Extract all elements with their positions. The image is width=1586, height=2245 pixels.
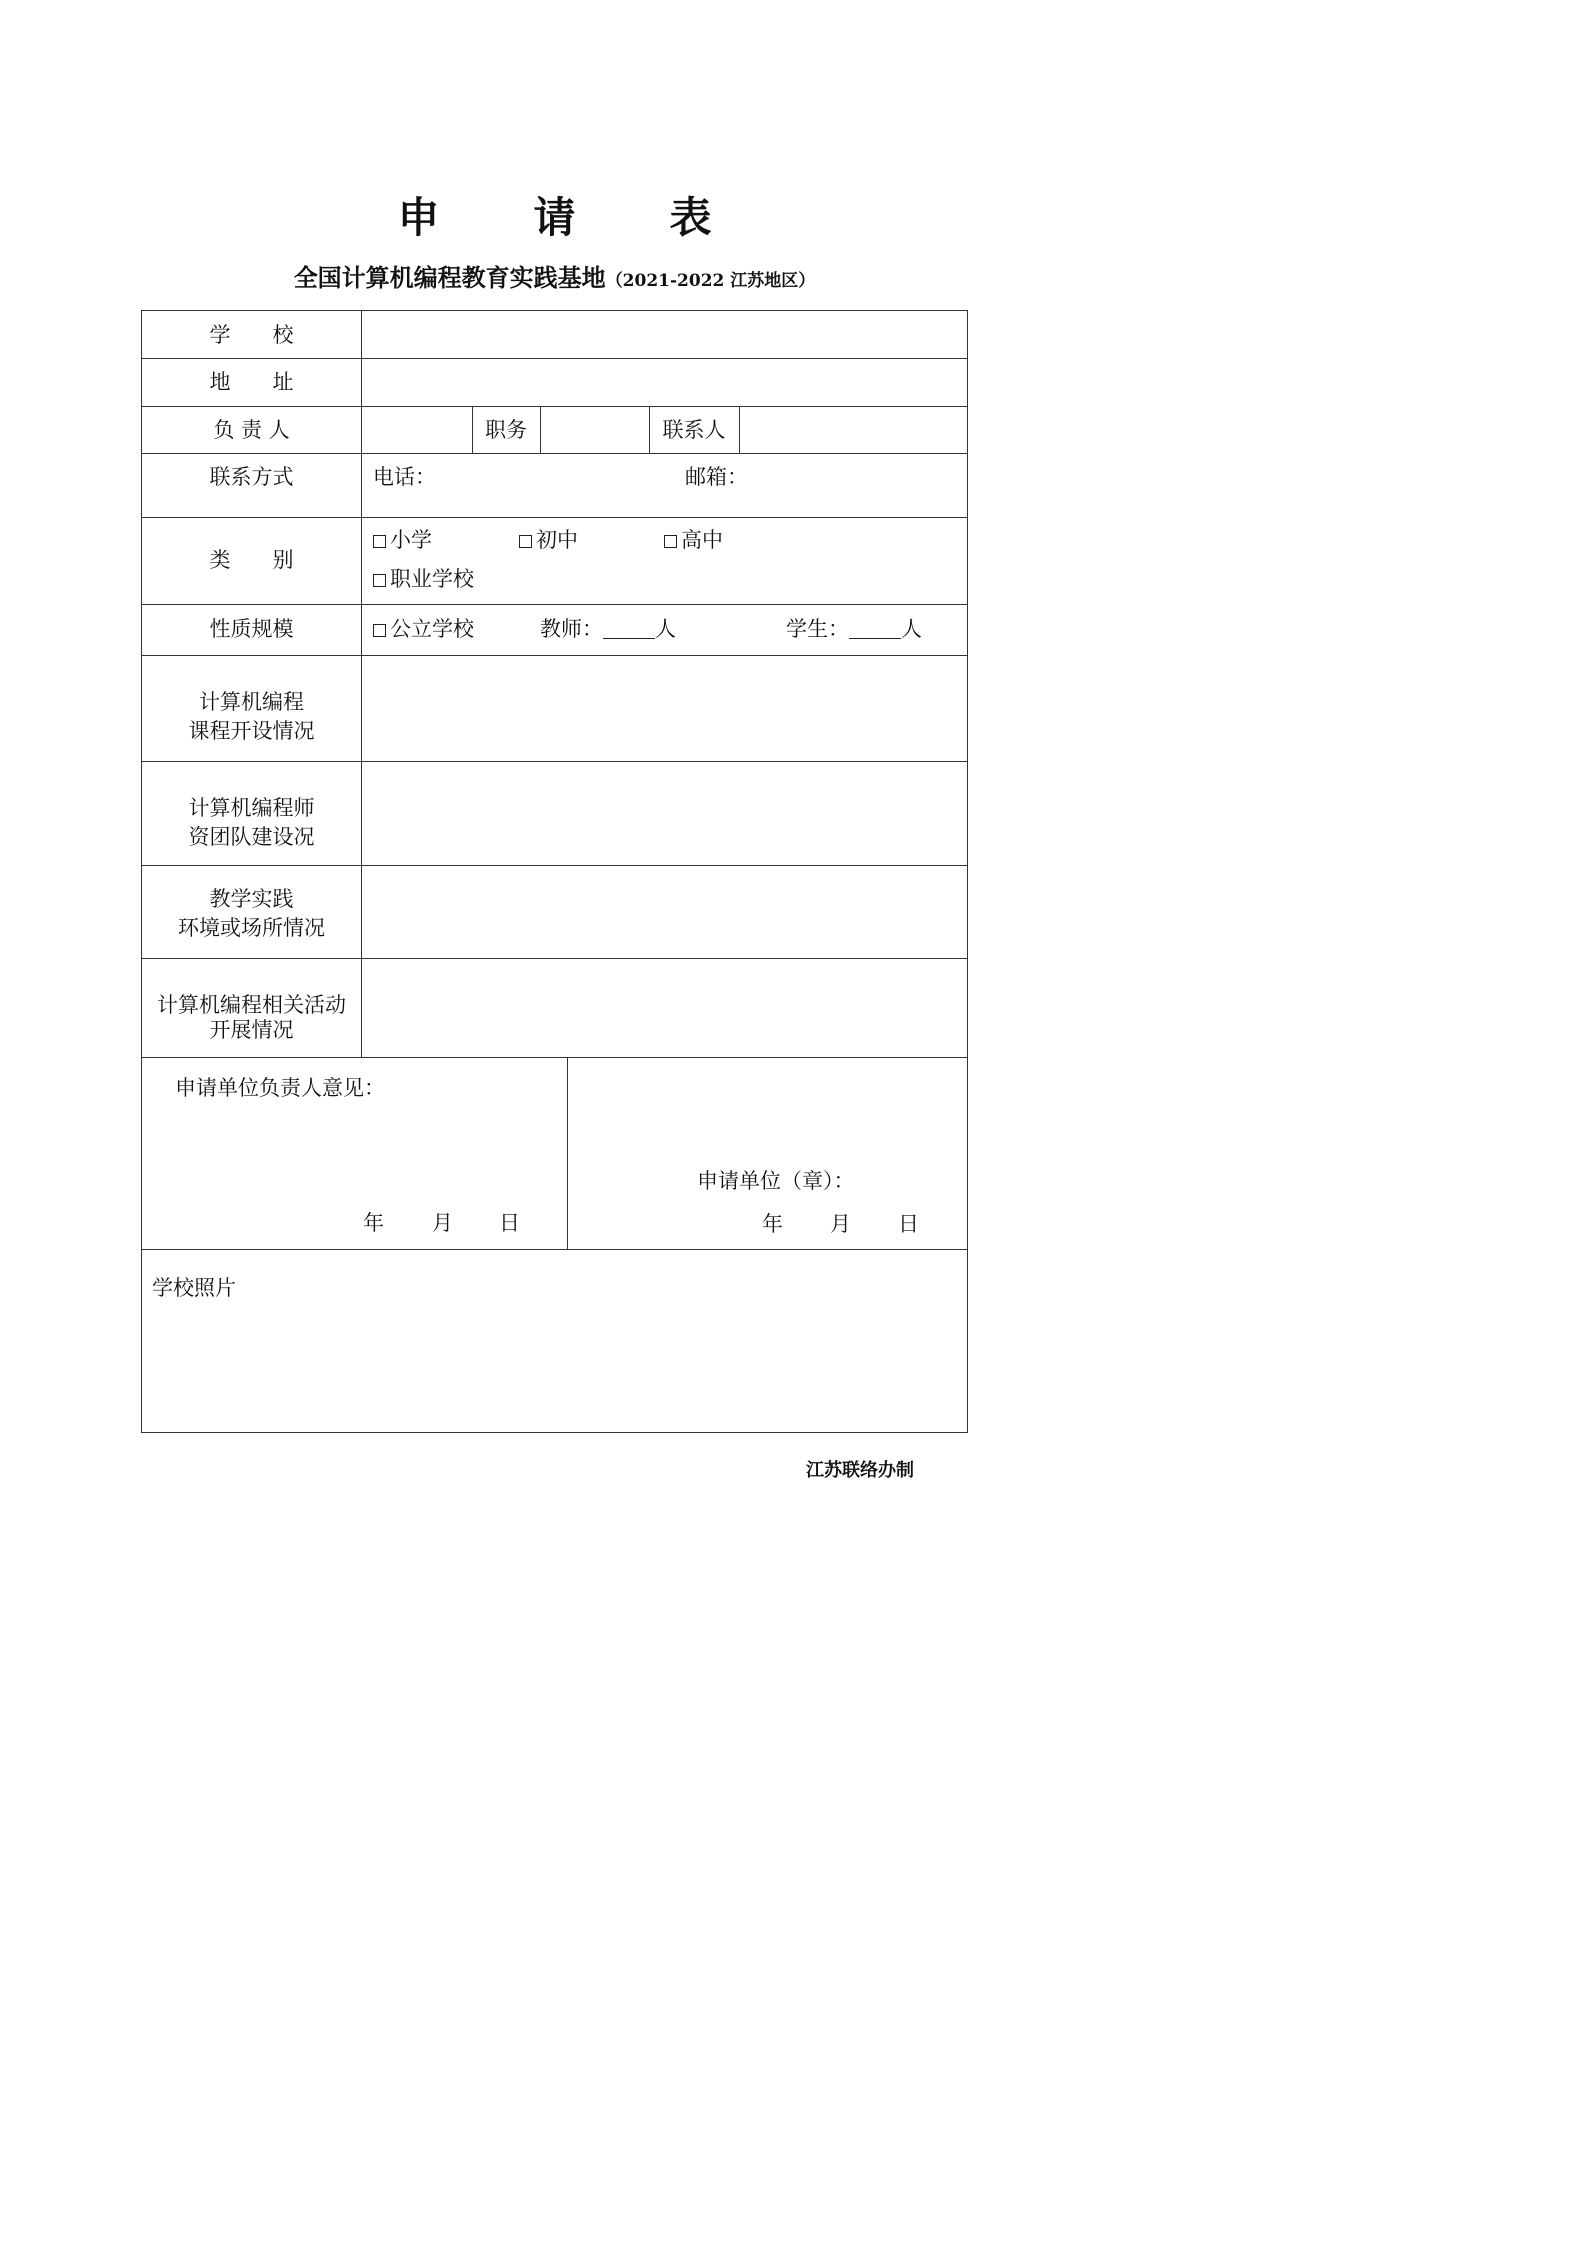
unit-label: 人 (901, 617, 922, 641)
activity-field[interactable] (363, 960, 963, 1056)
leader-field[interactable] (363, 408, 471, 452)
course-label-line2: 课程开设情况 (188, 719, 315, 743)
practice-label-line2: 环境或场所情况 (178, 916, 325, 940)
course-field[interactable] (363, 657, 963, 760)
contact-person-label: 联系人 (662, 418, 726, 442)
photo-label: 学校照片 (152, 1276, 236, 1300)
teachers-count (540, 619, 676, 640)
practice-label (142, 885, 361, 943)
teachers-label: 教师： (540, 617, 603, 641)
practice-field[interactable] (363, 867, 963, 957)
email-label: 邮箱： (685, 465, 748, 489)
opinion-date-day: 日 (499, 1211, 520, 1235)
faculty-label (142, 794, 361, 852)
activity-label-line1: 计算机编程相关活动 (157, 993, 346, 1017)
faculty-label-line2: 资团队建设况 (188, 825, 315, 849)
application-form (141, 310, 968, 1433)
school-field[interactable] (363, 313, 963, 356)
practice-label-line1: 教学实践 (209, 887, 294, 911)
faculty-field[interactable] (363, 763, 963, 864)
row-divider (142, 761, 968, 762)
unit-label: 人 (655, 617, 676, 641)
course-label-line1: 计算机编程 (199, 690, 304, 714)
students-count-field[interactable] (849, 620, 901, 639)
row-divider (142, 655, 968, 656)
row-divider (142, 1057, 968, 1058)
position-label: 职务 (485, 418, 527, 442)
category-option-senior[interactable] (664, 530, 723, 551)
footer-issuer: 江苏联络办制 (806, 1460, 914, 1481)
category-option-vocational[interactable] (373, 569, 474, 590)
option-label: 初中 (536, 528, 578, 552)
contact-method-label: 联系方式 (209, 465, 294, 489)
checkbox-icon (373, 624, 386, 637)
position-field[interactable] (542, 408, 648, 452)
row-divider (142, 358, 968, 359)
email-field[interactable] (747, 457, 962, 497)
option-label: 公立学校 (390, 617, 474, 641)
category-option-primary[interactable] (373, 530, 432, 551)
checkbox-icon (664, 535, 677, 548)
checkbox-icon (373, 535, 386, 548)
option-label: 高中 (681, 528, 723, 552)
address-label: 地 址 (209, 370, 294, 394)
activity-label (142, 993, 361, 1043)
faculty-label-line1: 计算机编程师 (188, 796, 315, 820)
row-divider (142, 1249, 968, 1250)
students-label: 学生： (786, 617, 849, 641)
label-column-divider (361, 311, 362, 1057)
phone-field[interactable] (432, 457, 672, 497)
opinion-field[interactable] (152, 1111, 557, 1201)
row-divider (142, 604, 968, 605)
col-divider (540, 406, 541, 453)
photo-area[interactable] (152, 1311, 957, 1426)
row-divider (142, 453, 968, 454)
page-title: 申 请 表 (397, 193, 738, 242)
opinion-date-month: 月 (432, 1211, 453, 1235)
leader-label: 负 责 人 (213, 418, 290, 442)
row-divider (142, 517, 968, 518)
students-count (786, 619, 922, 640)
category-option-junior[interactable] (519, 530, 578, 551)
subtitle-year-region: （2021-2022 江苏地区） (605, 271, 816, 291)
contact-person-field[interactable] (741, 408, 966, 452)
checkbox-icon (519, 535, 532, 548)
nature-option-public[interactable] (373, 619, 474, 640)
opinion-divider (567, 1057, 568, 1249)
checkbox-icon (373, 574, 386, 587)
phone-label: 电话： (373, 465, 436, 489)
seal-date-month: 月 (830, 1212, 851, 1236)
school-label: 学 校 (209, 323, 294, 347)
option-label: 小学 (390, 528, 432, 552)
opinion-label: 申请单位负责人意见： (175, 1076, 385, 1100)
row-divider (142, 406, 968, 407)
seal-date-year: 年 (762, 1212, 783, 1236)
teachers-count-field[interactable] (603, 620, 655, 639)
row-divider (142, 958, 968, 959)
activity-label-line2: 开展情况 (209, 1018, 294, 1042)
option-label: 职业学校 (390, 567, 474, 591)
nature-label: 性质规模 (209, 617, 294, 641)
unit-seal-label: 申请单位（章）： (697, 1169, 855, 1193)
address-field[interactable] (363, 360, 963, 404)
course-label (142, 688, 361, 746)
row-divider (142, 865, 968, 866)
col-divider (739, 406, 740, 453)
subtitle-main: 全国计算机编程教育实践基地 (293, 263, 606, 292)
category-label: 类 别 (209, 548, 294, 572)
opinion-date-year: 年 (363, 1211, 384, 1235)
page-subtitle (0, 258, 1109, 293)
seal-date-day: 日 (898, 1212, 919, 1236)
